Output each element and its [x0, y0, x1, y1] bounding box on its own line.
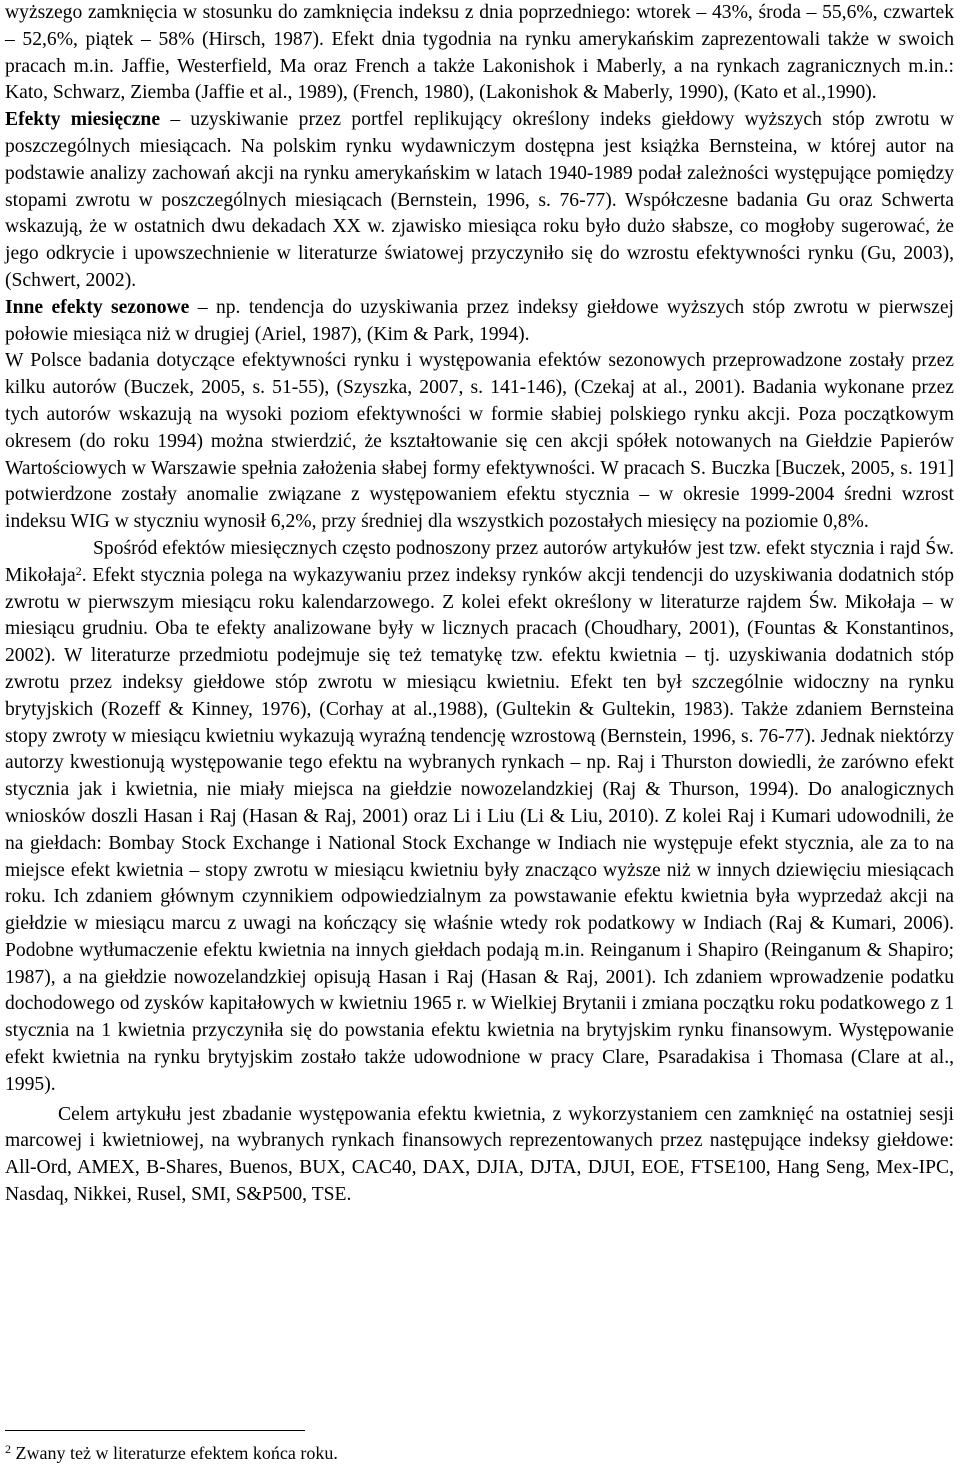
- document-body: [5, 0, 954, 1209]
- footnote-divider: [5, 1430, 305, 1431]
- paragraph-january-april-text-1: Spośród efektów miesięcznych często podnoszony przez autorów artykułów jest tzw. efekt stycznia i rajd Św. Mikołaja: [5, 537, 954, 586]
- paragraph-day-of-week-effect: wyższego zamknięcia w stosunku do zamknięcia indeksu z dnia poprzedniego: wtorek – 43%, środa – 55,6%, czwartek – 52,6%, piątek – 58% (Hirsch, 1987). Efekt dnia tygodnia na rynku amerykańskim zaprezentowali także w swoich pracach m.in. Jaffie, Westerfield, Ma oraz French a także Lakonishok i Maberly, a na rynkach zagranicznych m.in.: Kato, Schwarz, Ziemba (Jaffie et al., 1989), (French, 1980), (Lakonishok & Maberly, 1990), (Kato et al.,1990).: [5, 2, 954, 104]
- term-monthly-effects: Efekty miesięczne: [5, 109, 161, 131]
- paragraph-other-seasonal-effects: [5, 295, 954, 349]
- paragraph-january-april-effect: [5, 536, 954, 1099]
- paragraph-other-seasonal-effects-text: – np. tendencja do uzyskiwania przez indeksy giełdowe wyższych stóp zwrotu w pierwszej połowie miesiąca niż w drugiej (Ariel, 1987), (Kim & Park, 1994).: [5, 296, 955, 345]
- paragraph-poland-research: W Polsce badania dotyczące efektywności rynku i występowania efektów sezonowych przeprowadzone zostały przez kilku autorów (Buczek, 2005, s. 51-55), (Szyszka, 2007, s. 141-146), (Czekaj at al., 2001). Badania wykonane przez tych autorów wskazują na wysoki poziom efektywności w formie słabiej polskiego rynku akcji. Poza początkowym okresem (do roku 1994) można stwierdzić, że kształtowanie się cen akcji spółek notowanych na Giełdzie Papierów Wartościowych w Warszawie spełnia założenia słabej formy efektywności. W pracach S. Buczka [Buczek, 2005, s. 191] potwierdzone zostały anomalie związane z występowaniem efektu stycznia – w okresie 1999-2004 średni wzrost indeksu WIG w styczniu wynosił 6,2%, przy średniej dla wszystkich pozostałych miesięcy na poziomie 0,8%.: [5, 350, 954, 533]
- term-other-seasonal-effects: Inne efekty sezonowe: [5, 296, 190, 318]
- footnote-reference: 2: [75, 563, 82, 578]
- paragraph-monthly-effects-text: – uzyskiwanie przez portfel replikujący określony indeks giełdowy wyższych stóp zwrotu w poszczególnych miesiącach. Na polskim rynku wydawniczym dostępna jest książka Bernsteina, w której autor na podstawie analizy zachowań akcji na rynku amerykańskim w latach 1940-1989 podał zależności występujące pomiędzy stopami zwrotu w poszczególnych miesiącach (Bernstein, 1996, s. 76-77). Współczesne badania Gu oraz Schwerta wskazują, że w ostatnich dwu dekadach XX w. zjawisko miesiąca roku było dużo słabsze, co mogłoby sugerować, że jego odkrycie i upowszechnienie w literaturze światowej przyczyniło się do wzrostu efektywności rynku (Gu, 2003), (Schwert, 2002).: [5, 109, 954, 291]
- paragraph-january-april-text-2: . Efekt stycznia polega na wykazywaniu przez indeksy rynków akcji tendencji do uzyskiwania dodatnich stóp zwrotu w pierwszym miesiącu roku kalendarzowego. Z kolei efekt określony w literaturze rajdem Św. Mikołaja – w miesiącu grudniu. Oba te efekty analizowane były w licznych pracach (Choudhary, 2001), (Fountas & Konstantinos, 2002). W literaturze przedmiotu podejmuje się też tematykę tzw. efektu kwietnia – tj. uzyskiwania dodatnich stóp zwrotu przez indeksy giełdowe stóp zwrotu w miesiącu kwietniu. Efekt ten był szczególnie widoczny na rynku brytyjskich (Rozeff & Kinney, 1976), (Corhay at al.,1988), (Gultekin & Gultekin, 1983). Także zdaniem Bernsteina stopy zwroty w miesiącu kwietniu wykazują wyraźną tendencję wzrostową (Bernstein, 1996, s. 76-77). Jednak niektórzy autorzy kwestionują występowanie tego efektu na wybranych rynkach – np. Raj i Thurston dowiedli, że zarówno efekt stycznia jak i kwietnia, nie miały miejsca na giełdzie nowozelandzkiej (Raj & Thurson, 1994). Do analogicznych wniosków doszli Hasan i Raj (Hasan & Raj, 2001) oraz Li i Liu (Li & Liu, 2010). Z kolei Raj i Kumari udowodnili, że na giełdach: Bombay Stock Exchange i National Stock Exchange w Indiach nie występuje efekt stycznia, ale za to na miejsce efekt kwietnia – stopy zwrotu w miesiącu kwietniu były znacząco wyższe niż w innych dziewięciu miesiącach roku. Ich zdaniem głównym czynnikiem odpowiedzialnym za powstawanie efektu kwietnia była wyprzedaż akcji na giełdzie w miesiącu marcu z uwagi na kończący się właśnie wtedy rok podatkowy w Indiach (Raj & Kumari, 2006). Podobne wytłumaczenie efektu kwietnia na innych giełdach podają m.in. Reinganum i Shapiro (Reinganum & Shapiro; 1987), a na giełdzie nowozelandzkiej opisują Hasan i Raj (Hasan & Raj, 2001). Ich zdaniem wprowadzenie podatku dochodowego od zysków kapitałowych w kwietniu 1965 r. w Wielkiej Brytanii i zmiana początku roku podatkowego z 1 stycznia na 1 kwietnia przyczyniła się do powstania efektu kwietnia na brytyjskim rynku finansowym. Występowanie efekt kwietnia na rynku brytyjskim zostało także udowodnione w pracy Clare, Psaradakisa i Thomasa (Clare at al., 1995).: [5, 564, 954, 1095]
- footnote-text: Zwany też w literaturze efektem końca roku.: [11, 1443, 338, 1463]
- footnote-mark: 2: [5, 1442, 11, 1456]
- paragraph-monthly-effects: [5, 107, 954, 295]
- footnote: [5, 1442, 338, 1464]
- paragraph-article-goal: Celem artykułu jest zbadanie występowania efektu kwietnia, z wykorzystaniem cen zamknięć na ostatniej sesji marcowej i kwietniowej, na wybranych rynkach finansowych reprezentowanych przez następujące indeksy giełdowe: All-Ord, AMEX, B-Shares, Buenos, BUX, CAC40, DAX, DJIA, DJTA, DJUI, EOE, FTSE100, Hang Seng, Mex-IPC, Nasdaq, Nikkei, Rusel, SMI, S&P500, TSE.: [5, 1103, 954, 1206]
